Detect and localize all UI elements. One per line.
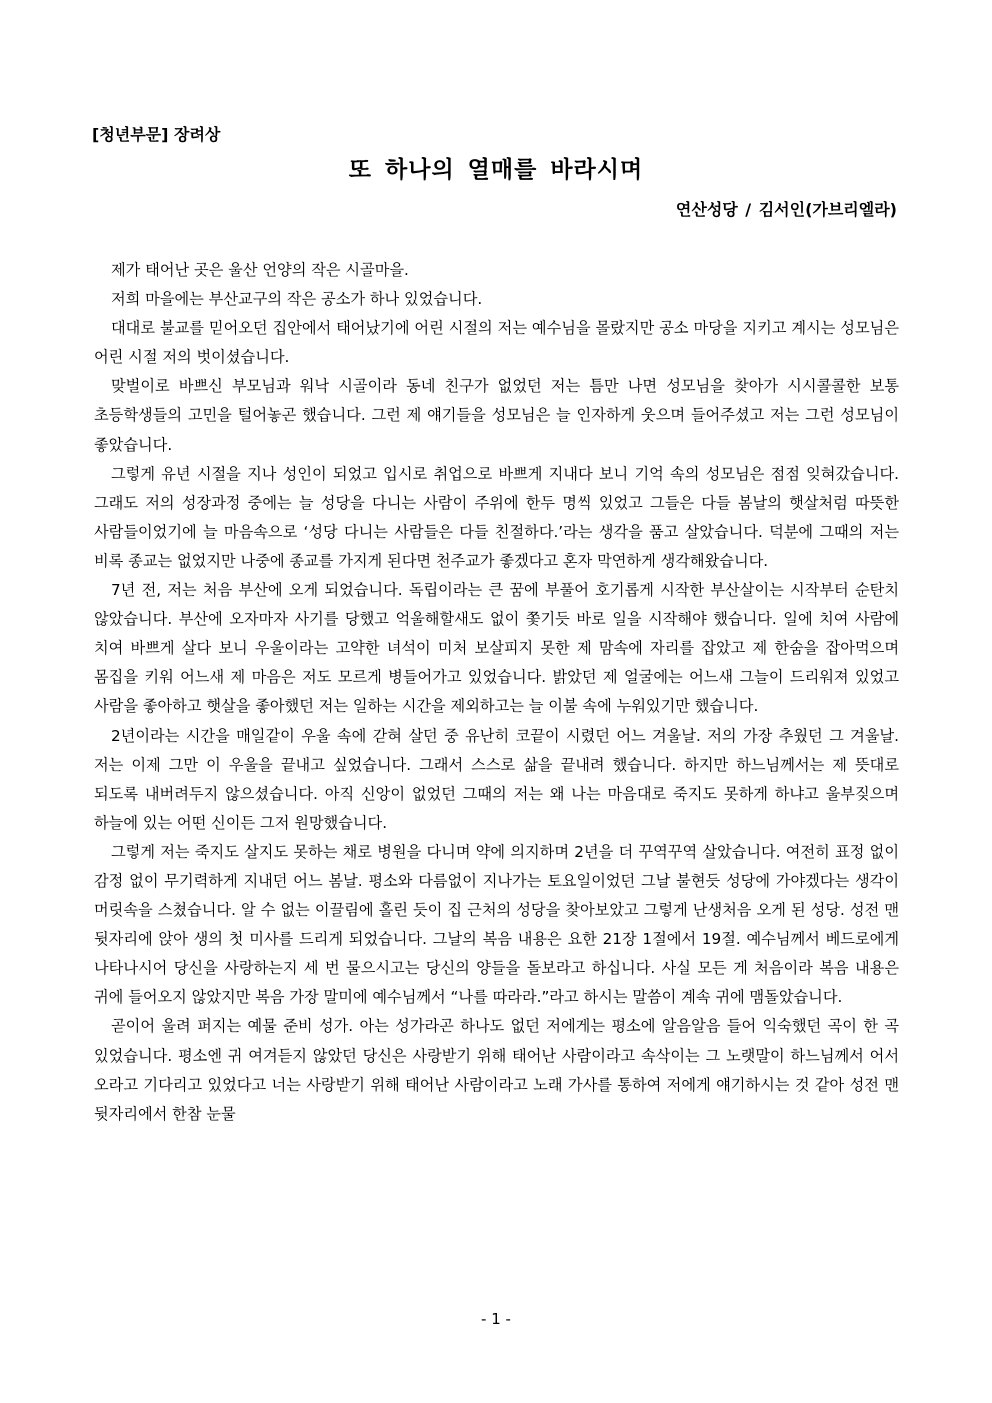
paragraph: 맞벌이로 바쁘신 부모님과 워낙 시골이라 동네 친구가 없었던 저는 틈만 나면 성모님을 찾아가 시시콜콜한 보통 초등학생들의 고민을 털어놓곤 했습니다. 그런 제 얘기들을 성모님은 늘 인자하게 웃으며 들어주셨고 저는 그런 성모님이 좋았습니다. (94, 377, 899, 454)
author-line: 연산성당 / 김서인(가브리엘라) (675, 200, 897, 219)
paragraph: 7년 전, 저는 처음 부산에 오게 되었습니다. 독립이라는 큰 꿈에 부풀어 호기롭게 시작한 부산살이는 시작부터 순탄치 않았습니다. 부산에 오자마자 사기를 당했고 억울해할새도 없이 쫓기듯 바로 일을 시작해야 했습니다. 일에 치여 사람에 치여 바쁘게 살다 보니 우울이라는 고약한 녀석이 미처 보살피지 못한 제 맘속에 자리를 잡았고 제 한숨을 잡아먹으며 몸집을 키워 어느새 제 마음은 저도 모르게 병들어가고 있었습니다. 밝았던 제 얼굴에는 어느새 그늘이 드리워져 있었고 사람을 좋아하고 햇살을 좋아했던 저는 일하는 시간을 제외하고는 늘 이불 속에 누워있기만 했습니다. (94, 581, 899, 716)
paragraph: 그렇게 저는 죽지도 살지도 못하는 채로 병원을 다니며 약에 의지하며 2년을 더 꾸역꾸역 살았습니다. 여전히 표정 없이 감정 없이 무기력하게 지내던 어느 봄날. 평소와 다름없이 지나가는 토요일이었던 그날 불현듯 성당에 가야겠다는 생각이 머릿속을 스쳤습니다. 알 수 없는 이끌림에 홀린 듯이 집 근처의 성당을 찾아보았고 그렇게 난생처음 오게 된 성당. 성전 맨 뒷자리에 앉아 생의 첫 미사를 드리게 되었습니다. 그날의 복음 내용은 요한 21장 1절에서 19절. 예수님께서 베드로에게 나타나시어 당신을 사랑하는지 세 번 물으시고는 당신의 양들을 돌보라고 하십니다. 사실 모든 게 처음이라 복음 내용은 귀에 들어오지 않았지만 복음 가장 말미에 예수님께서 “나를 따라라.”라고 하시는 말씀이 계속 귀에 맴돌았습니다. (94, 842, 899, 1007)
document-title: 또 하나의 열매를 바라시며 (348, 157, 644, 183)
paragraph: 2년이라는 시간을 매일같이 우울 속에 갇혀 살던 중 유난히 코끝이 시렸던 어느 겨울날. 저의 가장 추웠던 그 겨울날. 저는 이제 그만 이 우울을 끝내고 싶었습니다. 그래서 스스로 삶을 끝내려 했습니다. 하지만 하느님께서는 제 뜻대로 되도록 내버려두지 않으셨습니다. 아직 신앙이 없었던 그때의 저는 왜 나는 마음대로 죽지도 못하게 하냐고 울부짖으며 하늘에 있는 어떤 신이든 그저 원망했습니다. (94, 726, 899, 832)
award-category: [청년부문] 장려상 (92, 125, 221, 144)
paragraph: 그렇게 유년 시절을 지나 성인이 되었고 입시로 취업으로 바쁘게 지내다 보니 기억 속의 성모님은 점점 잊혀갔습니다. 그래도 저의 성장과정 중에는 늘 성당을 다니는 사람이 주위에 한두 명씩 있었고 그들은 다들 봄날의 햇살처럼 따뜻한 사람들이었기에 늘 마음속으로 ‘성당 다니는 사람들은 다들 친절하다.’라는 생각을 품고 살았습니다. 덕분에 그때의 저는 비록 종교는 없었지만 나중에 종교를 가지게 된다면 천주교가 좋겠다고 혼자 막연하게 생각해왔습니다. (94, 464, 899, 570)
paragraph: 대대로 불교를 믿어오던 집안에서 태어났기에 어린 시절의 저는 예수님을 몰랐지만 공소 마당을 지키고 계시는 성모님은 어린 시절 저의 벗이셨습니다. (94, 319, 899, 367)
paragraph: 곧이어 울려 퍼지는 예물 준비 성가. 아는 성가라곤 하나도 없던 저에게는 평소에 알음알음 들어 익숙했던 곡이 한 곡 있었습니다. 평소엔 귀 여겨듣지 않았던 당신은 사랑받기 위해 태어난 사람이라고 속삭이는 그 노랫말이 하느님께서 어서 오라고 기다리고 있었다고 너는 사랑받기 위해 태어난 사람이라고 노래 가사를 통하여 저에게 얘기하시는 것 같아 성전 맨 뒷자리에서 한참 눈물 (94, 1017, 899, 1123)
page-number: - 1 - (481, 1310, 511, 1328)
document-body (94, 256, 899, 1129)
paragraph: 저희 마을에는 부산교구의 작은 공소가 하나 있었습니다. (111, 290, 483, 309)
paragraph: 제가 태어난 곳은 울산 언양의 작은 시골마을. (111, 261, 409, 279)
